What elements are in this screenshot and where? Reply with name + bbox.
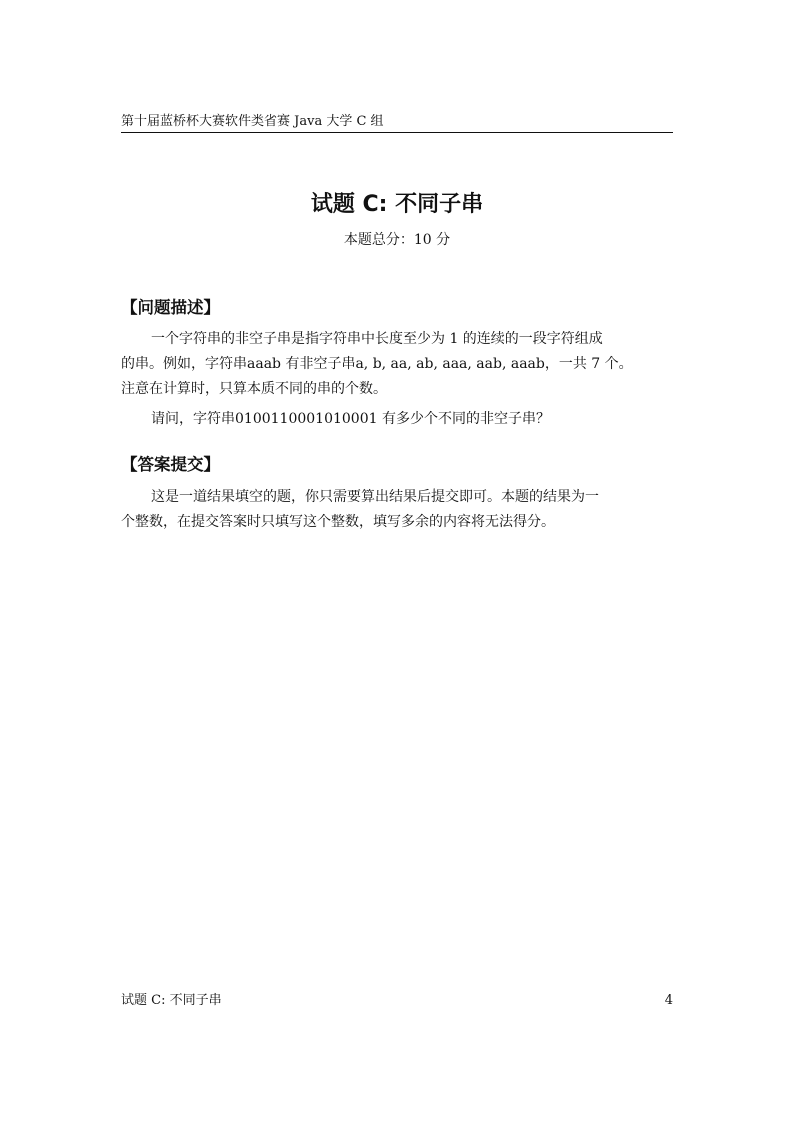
description-heading: 【问题描述】 xyxy=(121,298,220,317)
question-line: 请问，字符串0100110001010001 有多少个不同的非空子串？ xyxy=(151,411,550,427)
description-line-2: 的串。例如，字符串aaab 有非空子串a, b, aa, ab, aaa, aab, aaab，一共 7 个。 xyxy=(121,356,633,372)
page-header: 第十届蓝桥杯大赛软件类省赛 Java 大学 C 组 xyxy=(121,114,384,129)
footer-title: 试题 C: 不同子串 xyxy=(121,993,222,1008)
footer-page-number: 4 xyxy=(664,993,673,1008)
description-line-3: 注意在计算时，只算本质不同的串的个数。 xyxy=(121,381,387,397)
submission-paragraph xyxy=(121,485,673,535)
submission-heading: 【答案提交】 xyxy=(121,455,220,474)
description-line-1: 一个字符串的非空子串是指字符串中长度至少为 1 的连续的一段字符组成 xyxy=(151,331,603,347)
submission-line-1: 这是一道结果填空的题，你只需要算出结果后提交即可。本题的结果为一 xyxy=(151,489,599,505)
problem-title: 试题 C: 不同子串 xyxy=(310,192,484,217)
header-rule xyxy=(121,132,673,133)
question-paragraph xyxy=(121,407,673,432)
problem-score: 本题总分：10 分 xyxy=(343,232,451,248)
submission-line-2: 个整数，在提交答案时只填写这个整数，填写多余的内容将无法得分。 xyxy=(121,514,555,530)
description-paragraph xyxy=(121,327,673,402)
